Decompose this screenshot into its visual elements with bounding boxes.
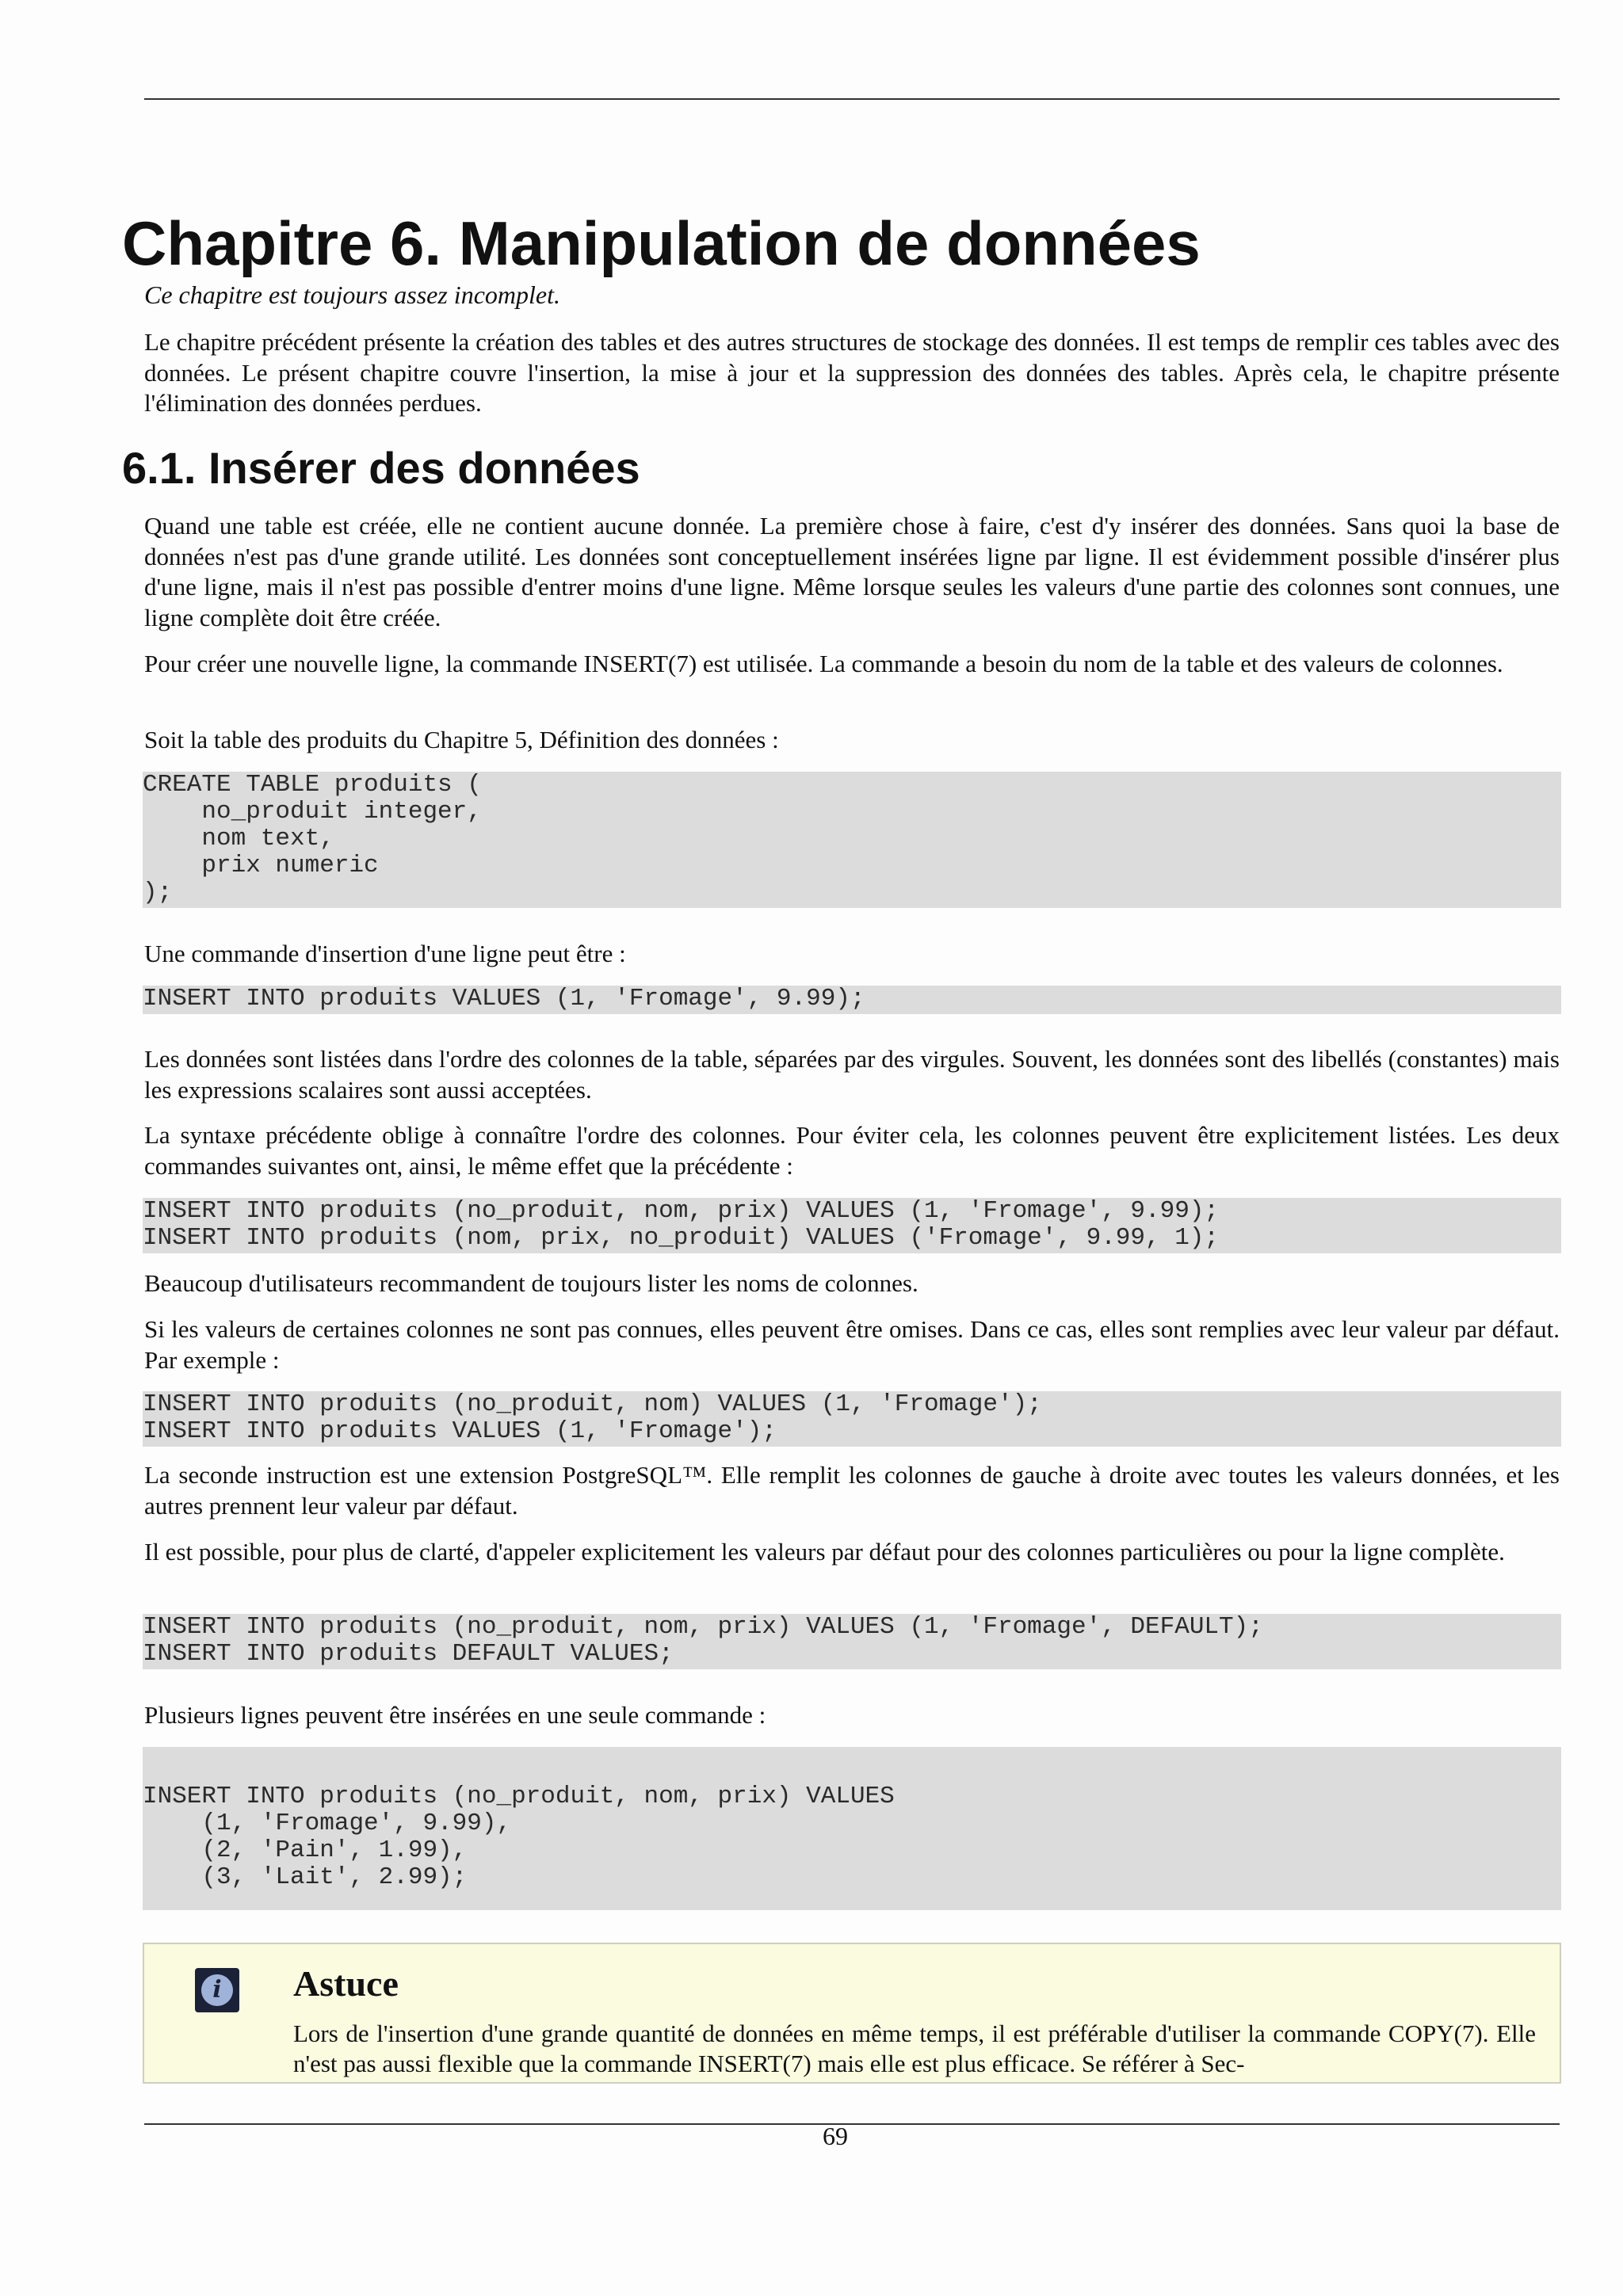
chapter-intro: Le chapitre précédent présente la création des tables et des autres structures de stockage des données. Il est temps de remplir ces tables avec des données. Le présent chapitre couvre l'insertion, la mise à jour et la suppression des données des tables. Après cela, le chapitre présente l'élimination des données perdues. (144, 328, 1560, 417)
section-title: 6.1. Insérer des données (122, 443, 640, 493)
tip-body: Lors de l'insertion d'une grande quantité de données en même temps, il est préférable d'utiliser la commande COPY(7). Elle n'est pas aussi flexible que la commande INSERT(7) mais elle est plus efficace. Se référer à Sec- (293, 2019, 1536, 2077)
page-number: 69 (823, 2122, 848, 2150)
tip-title: Astuce (293, 1963, 399, 2004)
info-icon: i (195, 1968, 239, 2012)
paragraph: Soit la table des produits du Chapitre 5, Définition des données : (144, 726, 779, 753)
paragraph: Il est possible, pour plus de clarté, d'appeler explicitement les valeurs par défaut pour des colonnes particulières ou pour la ligne complète. (144, 1538, 1505, 1566)
paragraph: Une commande d'insertion d'une ligne peut être : (144, 940, 626, 967)
code-block: CREATE TABLE produits ( no_produit integer, nom text, prix numeric ); (143, 772, 1561, 908)
chapter-title: Chapitre 6. Manipulation de données (122, 208, 1201, 278)
tip-box (143, 1943, 1561, 2084)
chapter-subtitle: Ce chapitre est toujours assez incomplet. (144, 280, 560, 309)
paragraph: Si les valeurs de certaines colonnes ne sont pas connues, elles peuvent être omises. Dans ce cas, elles sont remplies avec leur valeur par défaut. Par exemple : (144, 1315, 1560, 1374)
code-block: INSERT INTO produits (no_produit, nom, prix) VALUES (1, 'Fromage', 9.99), (2, 'Pain', 1.99), (3, 'Lait', 2.99); (143, 1747, 1561, 1910)
paragraph: La seconde instruction est une extension PostgreSQL™. Elle remplit les colonnes de gauche à droite avec toutes les valeurs données, et les autres prennent leur valeur par défaut. (144, 1461, 1560, 1520)
code-block: INSERT INTO produits (no_produit, nom, prix) VALUES (1, 'Fromage', DEFAULT); INSERT INTO produits DEFAULT VALUES; (143, 1614, 1561, 1669)
paragraph: Les données sont listées dans l'ordre des colonnes de la table, séparées par des virgules. Souvent, les données sont des libellés (constantes) mais les expressions scalaires sont aussi acceptées. (144, 1045, 1560, 1104)
code-block: INSERT INTO produits (no_produit, nom) VALUES (1, 'Fromage'); INSERT INTO produits VALUES (1, 'Fromage'); (143, 1391, 1561, 1447)
header-rule (144, 98, 1560, 100)
code-block: INSERT INTO produits VALUES (1, 'Fromage', 9.99); (143, 986, 1561, 1014)
paragraph: Pour créer une nouvelle ligne, la commande INSERT(7) est utilisée. La commande a besoin du nom de la table et des valeurs de colonnes. (144, 650, 1503, 677)
paragraph: La syntaxe précédente oblige à connaître l'ordre des colonnes. Pour éviter cela, les colonnes peuvent être explicitement listées. Les deux commandes suivantes ont, ainsi, le même effet que la précédente : (144, 1121, 1560, 1180)
code-block: INSERT INTO produits (no_produit, nom, prix) VALUES (1, 'Fromage', 9.99); INSERT INTO produits (nom, prix, no_produit) VALUES ('Fromage', 9.99, 1); (143, 1198, 1561, 1253)
paragraph: Beaucoup d'utilisateurs recommandent de toujours lister les noms de colonnes. (144, 1269, 918, 1297)
paragraph: Quand une table est créée, elle ne contient aucune donnée. La première chose à faire, c'est d'y insérer des données. Sans quoi la base de données n'est pas d'une grande utilité. Les données sont conceptuellement insérées ligne par ligne. Il est évidemment possible d'insérer plus d'une ligne, mais il n'est pas possible d'entrer moins d'une ligne. Même lorsque seules les valeurs d'une partie des colonnes sont connues, une ligne complète doit être créée. (144, 512, 1560, 631)
paragraph: Plusieurs lignes peuvent être insérées en une seule commande : (144, 1701, 766, 1729)
